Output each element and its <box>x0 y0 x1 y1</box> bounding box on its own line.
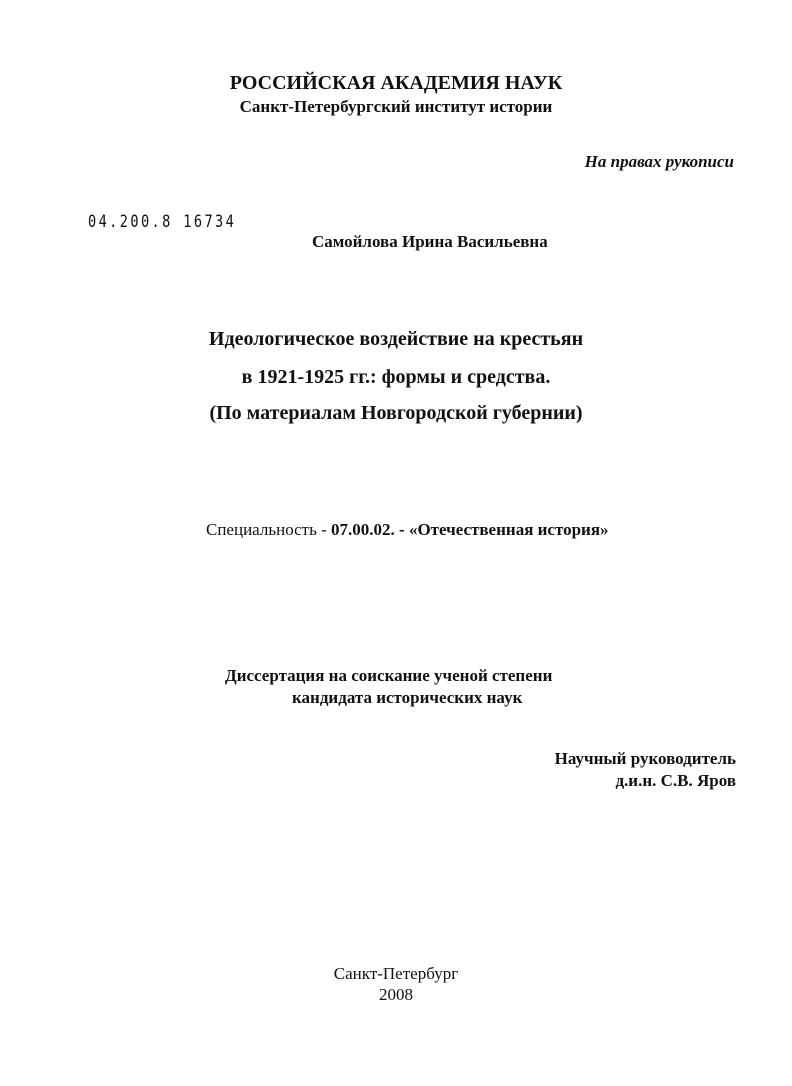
institute-name: Санкт-Петербургский институт истории <box>239 97 553 116</box>
degree-line-2: кандидата исторических наук <box>292 688 523 707</box>
title-line-1: Идеологическое воздействие на крестьян <box>208 328 584 350</box>
specialty-code: 07.00.02. - «Отечественная история» <box>331 520 609 539</box>
manuscript-note: На правах рукописи <box>584 152 734 171</box>
title-line-3: (По материалам Новгородской губернии) <box>209 402 583 424</box>
city: Санкт-Петербург <box>333 964 459 983</box>
degree-line-1: Диссертация на соискание ученой степени <box>225 666 553 685</box>
supervisor-label: Научный руководитель <box>554 749 736 768</box>
academy-name: РОССИЙСКАЯ АКАДЕМИЯ НАУК <box>229 72 563 94</box>
year: 2008 <box>379 985 413 1004</box>
author-name: Самойлова Ирина Васильевна <box>312 232 548 251</box>
specialty <box>206 520 609 540</box>
title-line-2: в 1921-1925 гг.: формы и средства. <box>241 366 551 388</box>
registration-stamp: 04.200.8 16734 <box>88 212 237 232</box>
specialty-label: Специальность - <box>206 520 332 539</box>
supervisor-name: д.и.н. С.В. Яров <box>615 771 736 790</box>
